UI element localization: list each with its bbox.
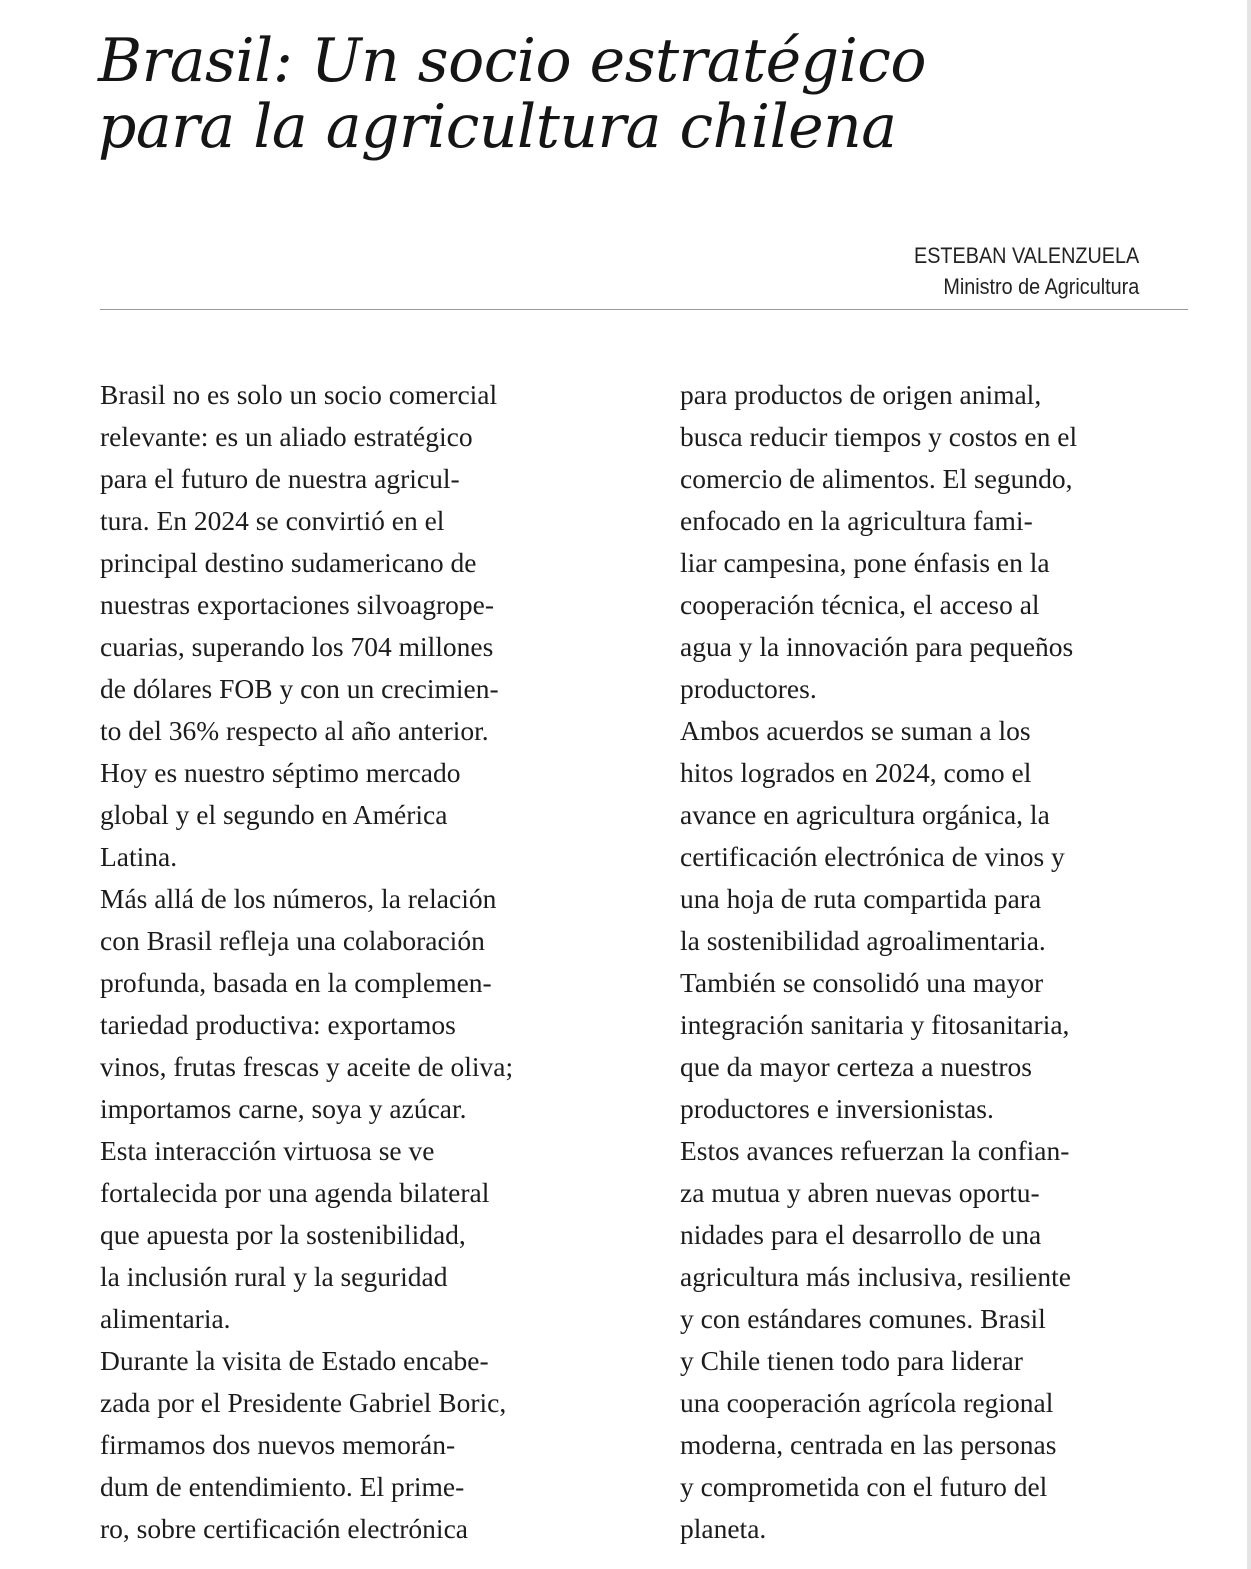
article-title (98, 28, 1158, 160)
body-text-line: certificación electrónica de vinos y (680, 841, 1065, 872)
body-text-line: de dólares FOB y con un crecimien- (100, 673, 499, 704)
body-text-line: una hoja de ruta compartida para (680, 883, 1042, 914)
body-text-line: que apuesta por la sostenibilidad, (100, 1219, 466, 1250)
body-text-line: comercio de alimentos. El segundo, (680, 463, 1073, 494)
body-text-line: agua y la innovación para pequeños (680, 631, 1074, 662)
body-text-line: Brasil no es solo un socio comercial (100, 379, 498, 410)
body-text-line: y Chile tienen todo para liderar (680, 1345, 1023, 1376)
article-body-left-column (100, 374, 640, 1550)
body-text-line: agricultura más inclusiva, resiliente (680, 1261, 1071, 1292)
body-text-line: para el futuro de nuestra agricul- (100, 463, 460, 494)
body-text-line: fortalecida por una agenda bilateral (100, 1177, 490, 1208)
article-title-line-2: para la agricultura chilena (98, 92, 897, 162)
body-text-line: firmamos dos nuevos memorán- (100, 1429, 456, 1460)
body-text-line: ro, sobre certificación electrónica (100, 1513, 468, 1544)
body-text-line: productores. (680, 673, 817, 704)
body-text-line: zada por el Presidente Gabriel Boric, (100, 1387, 507, 1418)
body-text-line: Ambos acuerdos se suman a los (680, 715, 1031, 746)
body-text-line: alimentaria. (100, 1303, 231, 1334)
body-text-line: nidades para el desarrollo de una (680, 1219, 1042, 1250)
body-text-line: Esta interacción virtuosa se ve (100, 1135, 435, 1166)
body-text-line: importamos carne, soya y azúcar. (100, 1093, 467, 1124)
body-text-line: y con estándares comunes. Brasil (680, 1303, 1046, 1334)
body-text-line: Más allá de los números, la relación (100, 883, 497, 914)
body-text-line: profunda, basada en la complemen- (100, 967, 492, 998)
body-text-line: También se consolidó una mayor (680, 967, 1044, 998)
body-text-line: con Brasil refleja una colaboración (100, 925, 485, 956)
body-text-line: una cooperación agrícola regional (680, 1387, 1054, 1418)
body-text-line: tariedad productiva: exportamos (100, 1009, 456, 1040)
body-text-line: planeta. (680, 1513, 767, 1544)
author-name: ESTEBAN VALENZUELA (913, 243, 1139, 268)
header-divider (100, 309, 1188, 310)
body-text-line: to del 36% respecto al año anterior. (100, 715, 489, 746)
body-text-line: busca reducir tiempos y costos en el (680, 421, 1078, 452)
body-text-line: hitos logrados en 2024, como el (680, 757, 1032, 788)
body-text-line: za mutua y abren nuevas oportu- (680, 1177, 1040, 1208)
body-text-line: principal destino sudamericano de (100, 547, 477, 578)
body-text-line: dum de entendimiento. El prime- (100, 1471, 465, 1502)
body-text-line: Hoy es nuestro séptimo mercado (100, 757, 461, 788)
article-title-line-1: Brasil: Un socio estratégico (98, 26, 926, 96)
body-text-line: la sostenibilidad agroalimentaria. (680, 925, 1046, 956)
author-byline (914, 240, 1139, 302)
body-text-line: integración sanitaria y fitosanitaria, (680, 1009, 1070, 1040)
body-text-line: moderna, centrada en las personas (680, 1429, 1057, 1460)
body-text-line: nuestras exportaciones silvoagrope- (100, 589, 495, 620)
author-role: Ministro de Agricultura (943, 274, 1139, 299)
body-text-line: enfocado en la agricultura fami- (680, 505, 1033, 536)
body-text-line: global y el segundo en América (100, 799, 448, 830)
body-text-line: Estos avances refuerzan la confian- (680, 1135, 1070, 1166)
body-text-line: para productos de origen animal, (680, 379, 1042, 410)
body-text-line: que da mayor certeza a nuestros (680, 1051, 1032, 1082)
body-text-line: y comprometida con el futuro del (680, 1471, 1048, 1502)
body-text-line: la inclusión rural y la seguridad (100, 1261, 448, 1292)
body-text-line: vinos, frutas frescas y aceite de oliva; (100, 1051, 514, 1082)
body-text-line: cooperación técnica, el acceso al (680, 589, 1040, 620)
body-text-line: liar campesina, pone énfasis en la (680, 547, 1050, 578)
body-text-line: Latina. (100, 841, 178, 872)
body-text-line: cuarias, superando los 704 millones (100, 631, 494, 662)
page-edge (1247, 0, 1251, 1569)
body-text-line: tura. En 2024 se convirtió en el (100, 505, 445, 536)
article-body-right-column (680, 374, 1220, 1550)
body-text-line: productores e inversionistas. (680, 1093, 994, 1124)
body-text-line: Durante la visita de Estado encabe- (100, 1345, 489, 1376)
body-text-line: relevante: es un aliado estratégico (100, 421, 473, 452)
body-text-line: avance en agricultura orgánica, la (680, 799, 1050, 830)
